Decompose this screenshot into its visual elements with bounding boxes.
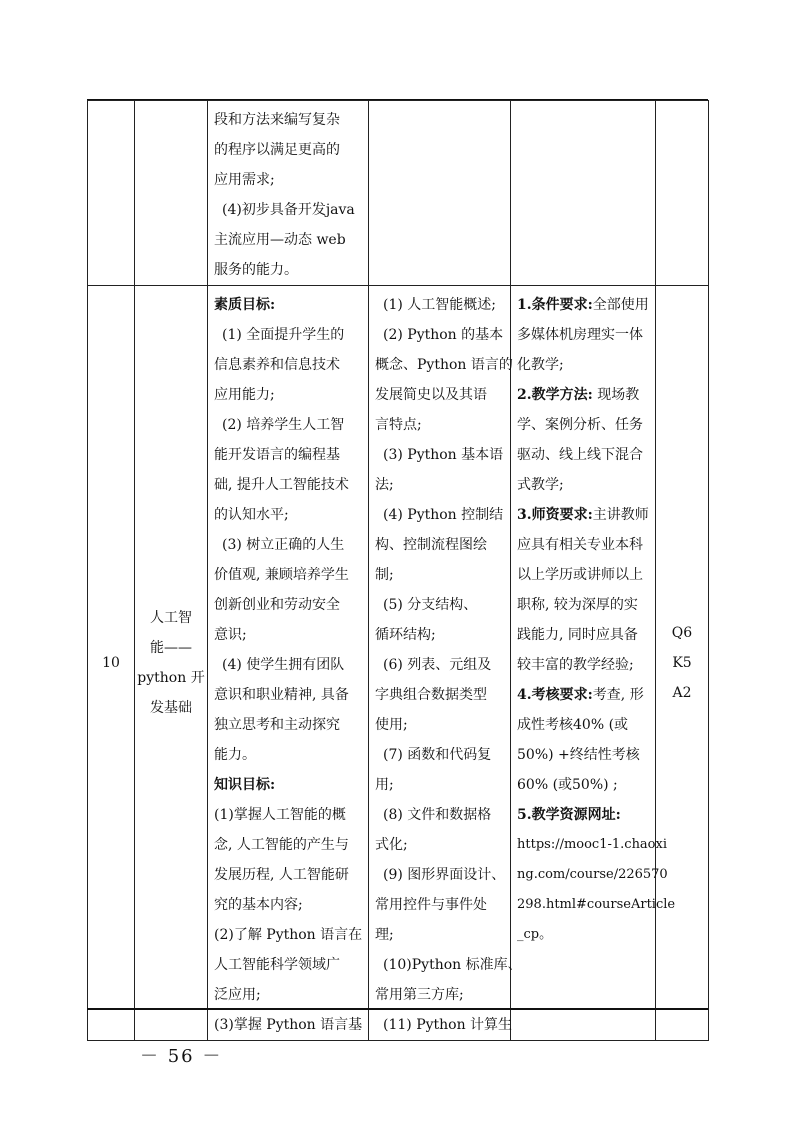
codes-cell	[656, 286, 709, 1041]
requirements-cell	[511, 101, 656, 286]
text-line: 构、控制流程图绘	[375, 537, 487, 553]
text-line: (4) Python 控制结	[383, 507, 504, 523]
content-cell	[369, 101, 511, 286]
course-name-line: 能——	[150, 640, 192, 656]
course-name-line: 人工智	[150, 610, 192, 626]
requirement-text: 298.html#courseArticle	[517, 897, 676, 912]
text-line	[517, 380, 650, 410]
objectives-text	[208, 286, 368, 1040]
page-number: － 56 －	[140, 1046, 223, 1067]
text-line: (3)掌握 Python 语言基	[214, 1017, 363, 1033]
requirement-heading: 4.考核要求:	[517, 687, 593, 703]
text-line: (10)Python 标准库、	[383, 957, 522, 973]
text-line	[517, 710, 650, 740]
text-line: (8) 文件和数据格	[383, 807, 492, 823]
text-line: (1) 人工智能概述;	[383, 297, 496, 313]
text-line: (5) 分支结构、	[383, 597, 478, 613]
requirement-text: 学、案例分析、任务	[517, 417, 643, 433]
text-line: (6) 列表、元组及	[383, 657, 492, 673]
text-line: 人工智能科学领域广	[214, 957, 340, 973]
text-line: (2) Python 的基本	[383, 327, 504, 343]
code-item: K5	[672, 655, 692, 671]
course-name	[135, 286, 208, 1041]
text-line: 信息素养和信息技术	[214, 357, 340, 373]
course-name-line: 发基础	[150, 700, 192, 716]
text-line: 创新创业和劳动安全	[214, 597, 340, 613]
text-line	[517, 470, 650, 500]
table-row-continued	[88, 101, 709, 286]
text-line	[517, 560, 650, 590]
text-line: 概念、Python 语言的	[375, 357, 513, 373]
requirement-text: 主讲教师	[592, 507, 649, 523]
text-line: 应用需求;	[214, 172, 275, 188]
text-line: 的认知水平;	[214, 507, 289, 523]
text-line	[517, 290, 650, 320]
text-line: 使用;	[375, 717, 408, 733]
objectives-cell	[208, 101, 369, 286]
text-line: 发展简史以及其语	[375, 387, 487, 403]
text-line	[517, 620, 650, 650]
text-line: 独立思考和主动探究	[214, 717, 340, 733]
course-name-cell	[135, 101, 208, 286]
text-line: (3) 树立正确的人生	[222, 537, 345, 553]
requirement-text: 较丰富的教学经验;	[517, 657, 634, 673]
table-row-course-10	[88, 286, 709, 1041]
text-line: 发展历程, 人工智能研	[214, 867, 349, 883]
text-line: (3) Python 基本语	[383, 447, 504, 463]
text-line	[517, 530, 650, 560]
text-line: (1) 全面提升学生的	[222, 327, 345, 343]
requirement-heading: 1.条件要求:	[517, 297, 593, 313]
text-line	[517, 920, 650, 950]
text-line: 意识和职业精神, 具备	[214, 687, 349, 703]
text-line	[517, 500, 650, 530]
text-line: 循环结构;	[375, 627, 436, 643]
text-line: 常用控件与事件处	[375, 897, 487, 913]
text-line	[517, 650, 650, 680]
requirements-text	[511, 286, 676, 950]
text-line: 法;	[375, 477, 394, 493]
course-number: 10	[88, 286, 135, 1041]
requirement-text: 考查, 形	[592, 687, 644, 703]
text-line	[517, 860, 668, 890]
text-line: 主流应用—动态 web	[214, 232, 346, 248]
text-line: 价值观, 兼顾培养学生	[214, 567, 349, 583]
text-line: (2) 培养学生人工智	[222, 417, 345, 433]
requirement-text: 现场教	[592, 387, 640, 403]
text-line: 应用能力;	[214, 387, 275, 403]
text-line: 能开发语言的编程基	[214, 447, 340, 463]
text-line: 段和方法来编写复杂	[214, 112, 340, 128]
text-line	[517, 680, 650, 710]
text-line: 础, 提升人工智能技术	[214, 477, 349, 493]
code-item: A2	[672, 685, 692, 701]
text-line	[517, 770, 650, 800]
text-line: 理;	[375, 927, 394, 943]
requirement-text: 多媒体机房理实一体	[517, 327, 643, 343]
text-line: 常用第三方库;	[375, 987, 464, 1003]
text-line: 念, 人工智能的产生与	[214, 837, 349, 853]
requirement-text: 驱动、线上线下混合	[517, 447, 643, 463]
text-line: 字典组合数据类型	[375, 687, 487, 703]
text-line: 意识;	[214, 627, 247, 643]
text-line	[517, 590, 650, 620]
text-line: (7) 函数和代码复	[383, 747, 492, 763]
text-line: 言特点;	[375, 417, 422, 433]
objectives-text	[208, 101, 368, 285]
requirement-text: 式教学;	[517, 477, 564, 493]
text-line: (4) 使学生拥有团队	[222, 657, 345, 673]
content-text	[369, 286, 522, 1040]
text-line: 泛应用;	[214, 987, 261, 1003]
text-line: 能力。	[214, 747, 256, 763]
text-line	[517, 800, 650, 830]
text-line: 服务的能力。	[214, 262, 298, 278]
number-cell	[88, 101, 135, 286]
requirement-text: _cp。	[517, 927, 553, 942]
requirement-text: 60% (或50%) ;	[517, 777, 618, 793]
requirement-text: 以上学历或讲师以上	[517, 567, 643, 583]
text-line	[517, 740, 650, 770]
text-line: 用;	[375, 777, 394, 793]
text-line	[517, 320, 650, 350]
table-bottom-rule	[87, 1008, 708, 1010]
text-line	[517, 350, 650, 380]
requirement-text: 化教学;	[517, 357, 564, 373]
text-line: (2)了解 Python 语言在	[214, 927, 363, 943]
text-line	[517, 410, 650, 440]
course-name-line: python 开	[137, 670, 205, 686]
course-table	[87, 100, 709, 1041]
requirement-text: 应具有相关专业本科	[517, 537, 643, 553]
requirement-text: 成性考核40% (或	[517, 717, 629, 733]
text-line: (11) Python 计算生	[383, 1017, 513, 1033]
text-line: (1)掌握人工智能的概	[214, 807, 346, 823]
text-line: (9) 图形界面设计、	[383, 867, 506, 883]
requirement-text: 全部使用	[592, 297, 649, 313]
objectives-cell	[208, 286, 369, 1041]
requirement-heading: 3.师资要求:	[517, 507, 593, 523]
content-cell	[369, 286, 522, 1041]
text-line: 知识目标:	[214, 777, 276, 793]
text-line	[517, 830, 668, 860]
requirement-text: 践能力, 同时应具备	[517, 627, 638, 643]
requirements-cell	[511, 286, 676, 1041]
requirement-text: ng.com/course/226570	[517, 867, 668, 882]
text-line: 究的基本内容;	[214, 897, 303, 913]
text-line: 式化;	[375, 837, 408, 853]
text-line	[517, 890, 676, 920]
requirement-heading: 2.教学方法:	[517, 387, 593, 403]
requirement-text: https://mooc1-1.chaoxi	[517, 837, 668, 852]
requirement-text: 50%) +终结性考核	[517, 747, 640, 763]
codes-cell	[656, 101, 709, 286]
text-line	[517, 440, 650, 470]
code-item: Q6	[671, 625, 693, 641]
text-line: 制;	[375, 567, 394, 583]
requirement-heading: 5.教学资源网址:	[517, 807, 621, 823]
text-line: 素质目标:	[214, 297, 276, 313]
text-line: (4)初步具备开发java	[222, 202, 355, 218]
requirement-text: 职称, 较为深厚的实	[517, 597, 638, 613]
text-line: 的程序以满足更高的	[214, 142, 340, 158]
